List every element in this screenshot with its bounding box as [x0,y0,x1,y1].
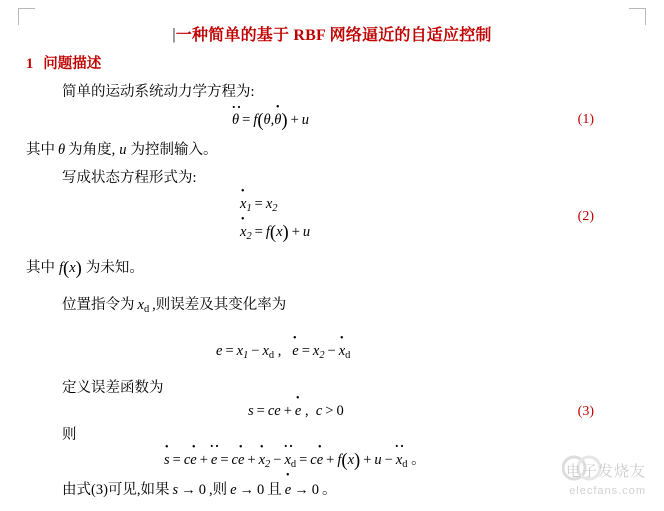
section-number: 1 [26,56,34,72]
paragraph-8-pre: 由式(3)可见,如果 [62,482,170,498]
symbol-theta: θ [58,142,66,158]
symbol-u: u [119,142,127,158]
symbol-fx: f(x) [59,258,82,279]
watermark [538,459,656,505]
paragraph-8 [62,480,336,502]
equation-2a: $x \cdot_1 = x_2$ [240,196,278,214]
paragraph-8-post: 。 [321,482,337,498]
paragraph-3: 写成状态方程形式为: [62,170,197,186]
paragraph-2-post: 为控制输入。 [130,142,218,158]
paragraph-2 [26,140,218,162]
equation-2b: $x \cdot_2 = f(x) + u$ [240,222,310,244]
paragraph-2-mid: 为角度, [68,142,116,158]
paragraph-6: 定义误差函数为 [62,380,164,396]
paragraph-1: 简单的运动系统动力学方程为: [62,84,255,100]
section-heading [26,52,101,73]
section-title: 问题描述 [43,56,102,72]
title-cursor-bar: | [172,26,176,43]
equation-1-number: (1) [577,112,594,127]
symbol-s-to-zero: s → 0 [172,482,206,498]
paragraph-8-mid: ,则 [208,482,228,498]
watermark-text-en: elecfans.com [569,485,646,497]
paragraph-4 [26,255,144,283]
page-title [0,22,664,45]
equation-1: θ ·· = f(θ,θ ·) + u [232,110,309,132]
equation-3: s = ce + e · , c > 0 [248,403,344,420]
paragraph-8-and: 且 [267,482,282,498]
symbol-xd: $x_d$ [137,297,150,315]
title-text: 一种简单的基于 RBF 网络逼近的自适应控制 [175,27,492,44]
watermark-logo-icon [562,451,604,485]
equation-sdot: s · = ce · + e ·· = ce · + $x \cdot_2 - x \cdot\cdot_d$ = ce · + $f(x) + u - x \cdot\cdot_d$ 。 [164,448,426,472]
paragraph-5 [62,295,286,318]
paragraph-4-pre: 其中 [26,260,55,277]
equation-3-number: (3) [577,404,594,419]
symbol-edot-to-zero: e · → 0 [285,482,319,498]
equation-2-number: (2) [577,209,594,224]
symbol-e-to-zero: e → 0 [230,482,265,498]
paragraph-7: 则 [62,427,77,443]
paragraph-4-post: 为未知。 [85,260,144,277]
paragraph-5-pre: 位置指令为 [62,297,135,313]
paragraph-5-post: ,则误差及其变化率为 [152,297,287,313]
equation-error: $e = x_1 - x_d$ , e · = $x_2 - x \cdot_d$ [216,343,350,361]
watermark-text-cn: 电子发烧友 [565,464,646,480]
paragraph-2-pre: 其中 [26,142,55,158]
